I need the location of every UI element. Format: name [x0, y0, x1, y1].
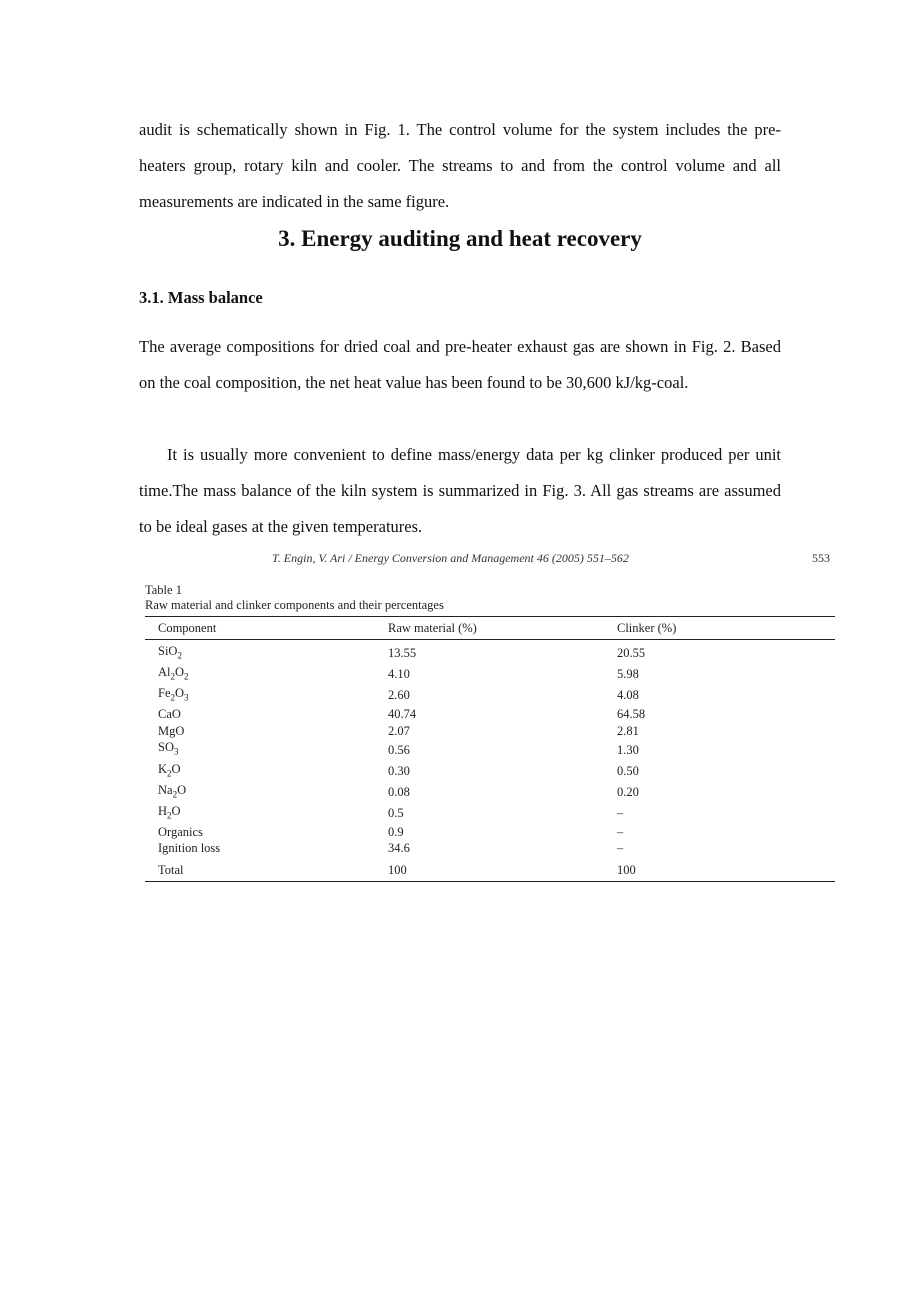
header-component: Component [145, 617, 388, 640]
component-cell: Ignition loss [158, 841, 221, 856]
header-raw-material: Raw material (%) [388, 617, 617, 640]
table-row [145, 803, 835, 824]
total-label: Total [145, 857, 388, 882]
table-row [145, 739, 835, 760]
component-cell: $K_2O$ [158, 761, 181, 779]
table-row [145, 685, 835, 706]
clinker-cell: 0.50 [617, 763, 639, 778]
clinker-cell: – [617, 841, 624, 856]
component-cell: $H_2O$ [158, 803, 181, 821]
clinker-cell: 0.20 [617, 784, 639, 799]
component-cell: CaO [158, 707, 181, 722]
clinker-cell: 64.58 [617, 707, 646, 722]
header-clinker: Clinker (%) [617, 617, 835, 640]
component-cell: $Na_2O$ [158, 782, 187, 800]
raw-material-cell: 0.30 [388, 763, 410, 778]
raw-material-cell: 13.55 [388, 646, 417, 661]
table-total-row [145, 857, 835, 882]
table-row [145, 824, 835, 841]
table-row [145, 840, 835, 857]
raw-material-cell: 0.56 [388, 742, 410, 757]
citation-line: T. Engin, V. Ari / Energy Conversion and Management 46 (2005) 551–562 [272, 551, 629, 565]
clinker-cell: 2.81 [617, 723, 639, 738]
mass-balance-paragraph: It is usually more convenient to define mass/energy data per kg clinker produced per unit time.The mass balance of the kiln system is summarized in Fig. 3. All gas streams are assumed to be ideal gases at the given temperatures. [139, 445, 781, 536]
raw-material-cell: 0.08 [388, 784, 410, 799]
table-header-row [145, 617, 835, 640]
table-row [145, 782, 835, 803]
total-clinker: 100 [617, 857, 835, 882]
raw-material-cell: 34.6 [388, 841, 410, 856]
raw-material-cell: 40.74 [388, 707, 417, 722]
intro-paragraph: audit is schematically shown in Fig. 1. The control volume for the system includes the pre-heaters group, rotary kiln and cooler. The streams to and from the control volume and all measurements are indicated in the same figure. [139, 120, 781, 211]
subsection-title: 3.1. Mass balance [139, 288, 263, 307]
table-row [145, 761, 835, 782]
table-row [145, 640, 835, 665]
section-title: 3. Energy auditing and heat recovery [278, 226, 642, 251]
clinker-cell: – [617, 806, 624, 820]
clinker-cell: – [617, 824, 624, 839]
component-cell: $Al_2O_2$ [158, 665, 189, 682]
raw-material-cell: 0.5 [388, 806, 404, 820]
component-cell: SiO$_2$ [158, 644, 182, 661]
clinker-cell: 5.98 [617, 667, 639, 682]
coal-composition-paragraph: The average compositions for dried coal and pre-heater exhaust gas are shown in Fig. 2. Based on the coal composition, the net heat value has been found to be 30,600 kJ/kg-coal. [139, 337, 781, 392]
raw-material-cell: 0.9 [388, 824, 404, 839]
table-body [145, 640, 835, 858]
table-caption: Raw material and clinker components and their percentages [145, 598, 444, 612]
raw-material-cell: 4.10 [388, 667, 410, 682]
raw-material-cell: 2.07 [388, 723, 410, 738]
total-raw: 100 [388, 857, 617, 882]
component-cell: MgO [158, 723, 185, 738]
composition-table-block [145, 583, 835, 882]
page-number: 553 [812, 551, 830, 565]
clinker-cell: 20.55 [617, 646, 646, 661]
table-label: Table 1 [145, 583, 182, 597]
clinker-cell: 1.30 [617, 742, 639, 757]
composition-table [145, 616, 835, 882]
table-row [145, 706, 835, 723]
clinker-cell: 4.08 [617, 688, 639, 703]
table-row [145, 723, 835, 740]
table-row [145, 664, 835, 685]
component-cell: $SO_3$ [158, 740, 179, 757]
component-cell: Organics [158, 824, 203, 839]
raw-material-cell: 2.60 [388, 688, 410, 703]
component-cell: $Fe_2O_3$ [158, 686, 189, 703]
